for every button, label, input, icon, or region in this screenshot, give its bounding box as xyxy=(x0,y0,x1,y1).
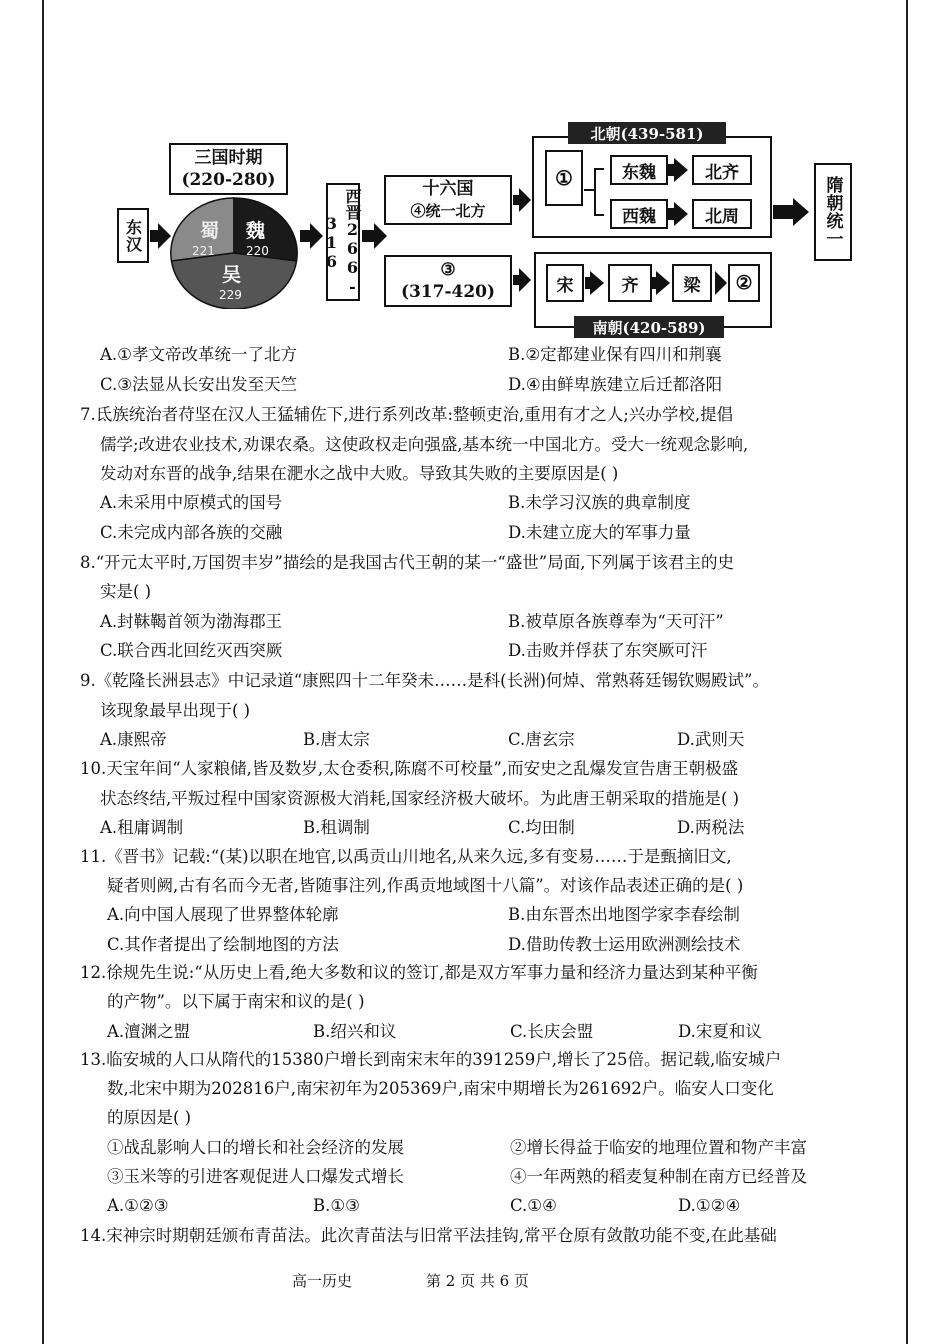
arrow-dongwei xyxy=(668,164,676,176)
q13-option-d: D.①②④ xyxy=(678,1196,741,1215)
donghan-box xyxy=(117,208,149,263)
nanchao-label: 南朝(420-589) xyxy=(592,318,706,337)
q12-option-c: C.长庆会盟 xyxy=(510,1022,594,1041)
arrow-3-head xyxy=(374,223,387,249)
q7-stem-1: 7.氐族统治者苻坚在汉人王猛辅佐下,进行系列改革:整顿吏治,重用有才之人;兴办学校,提倡 xyxy=(80,405,734,424)
q7-stem-2: 儒学;改进农业技术,劝课农桑。这使政权走向强盛,基本统一中国北方。受大一统观念影响, xyxy=(100,435,749,454)
sanguo-title-box xyxy=(169,143,288,195)
xijin-label: 西晋266-316 xyxy=(322,188,362,296)
bracket-link xyxy=(584,189,594,191)
sanguo-years: (220-280) xyxy=(181,170,276,190)
qi-box xyxy=(608,264,652,302)
q6-option-d: D.④由鲜卑族建立后迁都洛阳 xyxy=(508,375,723,394)
circle1-box xyxy=(545,150,583,206)
xijin-box xyxy=(322,183,362,301)
arrow-qi-head xyxy=(656,271,670,295)
third-years: (317-420) xyxy=(400,282,496,302)
q10-option-a: A.租庸调制 xyxy=(100,818,184,837)
q13-item-1: ①战乱影响人口的增长和社会经济的发展 xyxy=(107,1138,404,1157)
q8-stem-2: 实是( ) xyxy=(100,582,152,601)
q14-stem-1: 14.宋神宗时期朝廷颁布青苗法。此次青苗法与旧常平法挂钩,常平仓原有敛散功能不变,在此基础 xyxy=(80,1226,777,1245)
q13-stem-1: 13.临安城的人口从隋代的15380户增长到南宋末年的391259户,增长了25倍。据记载,临安城户 xyxy=(80,1050,782,1069)
q10-option-d: D.两税法 xyxy=(677,818,745,837)
q11-stem-1: 11.《晋书》记载:“(某)以职在地官,以禹贡山川地名,从来久远,多有变易……于是甄摘旧文, xyxy=(80,847,732,866)
shiliuguo-label: 十六国 xyxy=(422,179,474,199)
arrow-xiwei xyxy=(668,208,676,220)
arrow-sui xyxy=(773,205,795,219)
q8-option-b: B.被草原各族尊奉为“天可汗” xyxy=(508,612,724,631)
xiwei-label: 西魏 xyxy=(622,206,656,227)
q7-option-a: A.未采用中原模式的国号 xyxy=(100,493,283,512)
q6-option-a: A.①孝文帝改革统一了北方 xyxy=(100,345,297,364)
dongwei-box xyxy=(610,155,668,185)
beichao-banner xyxy=(568,122,726,144)
q13-item-2: ②增长得益于临安的地理位置和物产丰富 xyxy=(510,1138,807,1157)
liang-label: 梁 xyxy=(683,275,701,296)
circle2-label: ② xyxy=(735,272,753,294)
q11-stem-2: 疑者则阙,古有名而今无者,皆随事注列,作禹贡地域图十八篇”。对该作品表述正确的是( ) xyxy=(107,876,744,895)
q13-stem-2: 数,北宋中期为202816户,南宋初年为205369户,南宋中期增长为261692户。临安人口变化 xyxy=(107,1079,774,1098)
circle2-box xyxy=(728,264,760,302)
pie-wu-label: 吴 xyxy=(222,264,242,286)
arrow-sui-head xyxy=(793,198,809,226)
song-label: 宋 xyxy=(556,275,574,296)
q12-stem-1: 12.徐规先生说:“从历史上看,绝大多数和议的签订,都是双方军事力量和经济力量达到某种平衡 xyxy=(80,963,758,982)
q8-stem-1: 8.“开元太平时,万国贺丰岁”描绘的是我国古代王朝的某一“盛世”局面,下列属于该君主的史 xyxy=(80,553,734,572)
arrow-song xyxy=(585,277,592,289)
third-box xyxy=(384,255,512,307)
sanguo-title: 三国时期 xyxy=(194,148,263,168)
arrow-dongwei-head xyxy=(674,158,688,182)
q6-option-b: B.②定都建业保有四川和荆襄 xyxy=(508,345,722,364)
beiqi-box xyxy=(692,155,752,185)
pie-wei-label: 魏 xyxy=(246,220,266,242)
q7-option-d: D.未建立庞大的军事力量 xyxy=(508,523,691,542)
q10-stem-1: 10.天宝年间“人家粮储,皆及数岁,太仓委积,陈腐不可校量”,而安史之乱爆发宣告唐王朝极盛 xyxy=(80,759,739,778)
q10-option-c: C.均田制 xyxy=(508,818,575,837)
q11-option-d: D.借助传教士运用欧洲测绘技术 xyxy=(508,935,741,954)
liang-box xyxy=(672,264,712,302)
q13-option-b: B.①③ xyxy=(313,1196,360,1215)
donghan-label: 东汉 xyxy=(123,218,143,253)
beizhou-box xyxy=(692,199,752,229)
pie-shu-label: 蜀 xyxy=(200,220,220,242)
q11-option-a: A.向中国人展现了世界整体轮廓 xyxy=(107,905,339,924)
footer-subject: 高一历史 xyxy=(292,1272,353,1290)
q6-option-c: C.③法显从长安出发至天竺 xyxy=(100,375,298,394)
bracket xyxy=(594,168,604,216)
q13-option-a: A.①②③ xyxy=(107,1196,169,1215)
q9-option-c: C.唐玄宗 xyxy=(508,730,575,749)
dongwei-label: 东魏 xyxy=(622,162,656,183)
shiliuguo-box xyxy=(384,175,512,225)
q7-option-b: B.未学习汉族的典章制度 xyxy=(508,493,691,512)
q7-stem-3: 发动对东晋的战争,结果在淝水之战中大败。导致其失败的主要原因是( ) xyxy=(100,464,619,483)
page-border-right xyxy=(906,0,908,1344)
q9-option-d: D.武则天 xyxy=(677,730,745,749)
q12-option-a: A.澶渊之盟 xyxy=(107,1022,191,1041)
q9-stem-1: 9.《乾隆长洲县志》中记录道“康熙四十二年癸未……是科(长洲)何焯、常熟蒋廷锡钦赐殿试”。 xyxy=(80,671,769,690)
q7-option-c: C.未完成内部各族的交融 xyxy=(100,523,283,542)
song-box xyxy=(546,264,584,302)
q10-stem-2: 状态终结,平叛过程中国家资源极大消耗,国家经济极大破坏。为此唐王朝采取的措施是( ) xyxy=(100,789,740,808)
q12-option-d: D.宋夏和议 xyxy=(678,1022,762,1041)
arrow-5-head xyxy=(519,268,531,292)
pie-wu-year: 229 xyxy=(219,288,242,302)
pie-wei-year: 220 xyxy=(246,244,269,258)
footer-page-number: 第 2 页 共 6 页 xyxy=(426,1272,529,1290)
shiliuguo-sub: ④统一北方 xyxy=(410,202,486,220)
nanchao-banner xyxy=(574,316,724,338)
beiqi-label: 北齐 xyxy=(705,162,739,183)
q13-item-3: ③玉米等的引进客观促进人口爆发式增长 xyxy=(107,1167,404,1186)
q10-option-b: B.租调制 xyxy=(303,818,370,837)
arrow-song-head xyxy=(590,271,604,295)
q8-option-d: D.击败并俘获了东突厥可汗 xyxy=(508,641,708,660)
circle1-label: ① xyxy=(555,166,573,190)
q12-stem-2: 的产物”。以下属于南宋和议的是( ) xyxy=(107,992,365,1011)
q13-option-c: C.①④ xyxy=(510,1196,557,1215)
q8-option-a: A.封靺鞨首领为渤海郡王 xyxy=(100,612,283,631)
beichao-label: 北朝(439-581) xyxy=(590,124,704,143)
q9-option-b: B.唐太宗 xyxy=(303,730,370,749)
sanguo-pie xyxy=(170,197,298,309)
q11-option-b: B.由东晋杰出地图学家李春绘制 xyxy=(508,905,740,924)
page-border-left xyxy=(42,0,44,1344)
q9-option-a: A.康熙帝 xyxy=(100,730,167,749)
sui-label: 隋朝统一 xyxy=(822,176,843,248)
arrow-liang-head xyxy=(715,271,727,295)
arrow-4-head xyxy=(519,188,531,212)
q11-option-c: C.其作者提出了绘制地图的方法 xyxy=(107,935,339,954)
arrow-qi xyxy=(652,277,658,289)
third-label: ③ xyxy=(440,260,456,280)
q13-item-4: ④一年两熟的稻麦复种制在南方已经普及 xyxy=(510,1167,807,1186)
q8-option-c: C.联合西北回纥灭西突厥 xyxy=(100,641,283,660)
sui-box xyxy=(814,163,852,261)
arrow-xiwei-head xyxy=(674,202,688,226)
pie-shu-year: 221 xyxy=(192,244,215,258)
q12-option-b: B.绍兴和议 xyxy=(313,1022,397,1041)
beizhou-label: 北周 xyxy=(705,206,739,227)
q13-stem-3: 的原因是( ) xyxy=(107,1108,192,1127)
q9-stem-2: 该现象最早出现于( ) xyxy=(100,701,251,720)
qi-label: 齐 xyxy=(621,275,639,296)
xiwei-box xyxy=(610,199,668,229)
